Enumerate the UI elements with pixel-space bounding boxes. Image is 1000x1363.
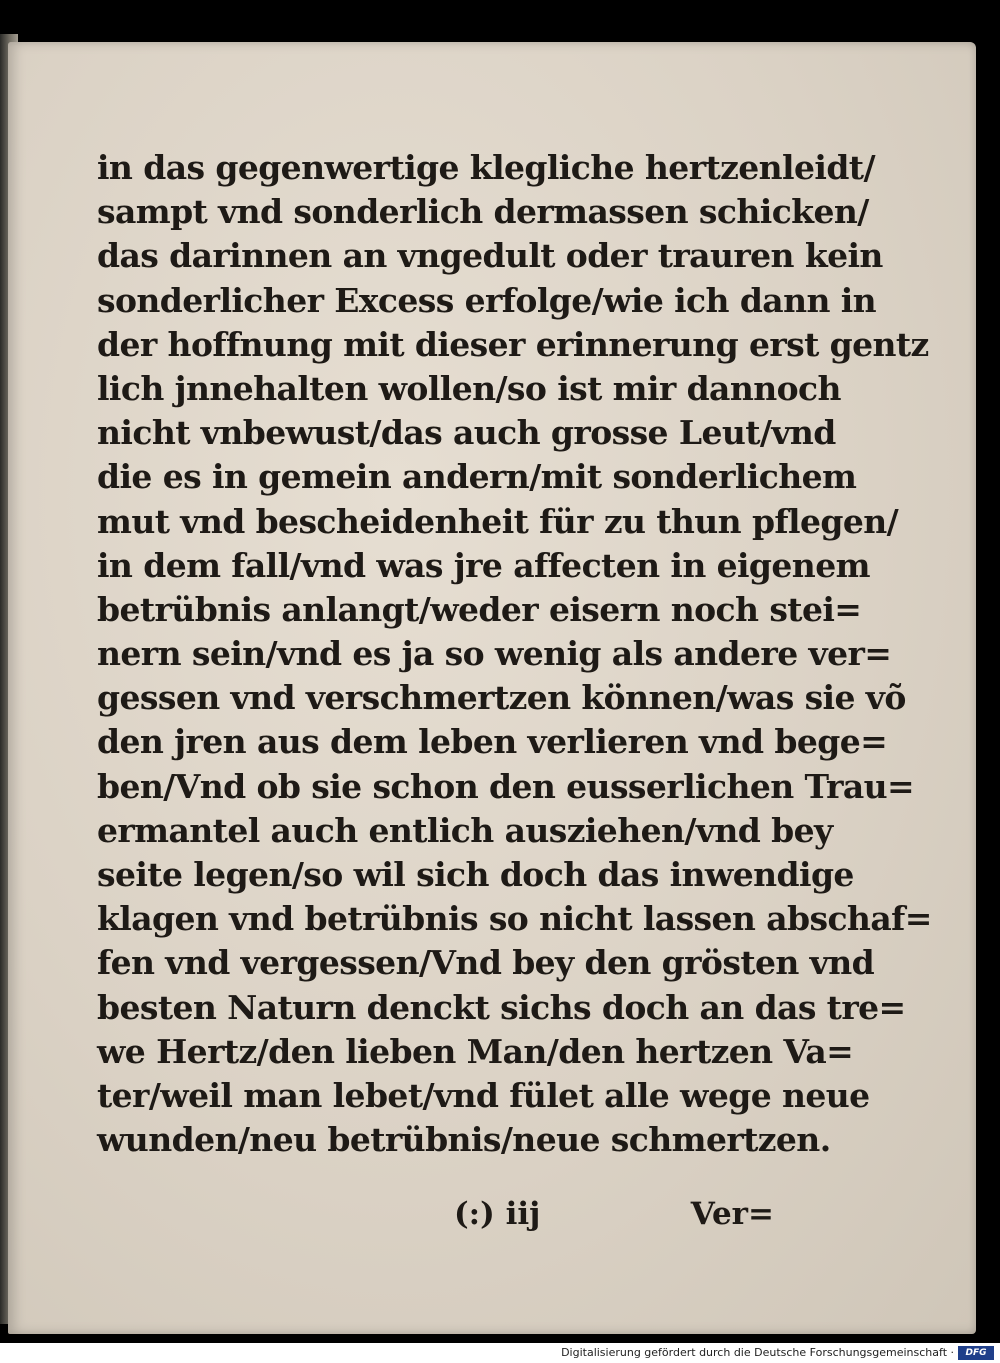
text-line-12: nern sein/vnd es ja so wenig als andere ver= <box>97 634 892 674</box>
page-text-block <box>97 146 932 1162</box>
text-line-11: betrübnis anlangt/weder eisern noch stei= <box>97 589 862 629</box>
text-line-15: ben/Vnd ob sie schon den eusserlichen Trau= <box>97 766 915 806</box>
text-line-4: sonderlicher Excess erfolge/wie ich dann in <box>97 280 877 320</box>
text-line-5: der hoffnung mit dieser erinnerung erst gentz <box>97 324 929 364</box>
signature-mark: (:) iij <box>454 1196 541 1232</box>
text-line-21: we Hertz/den lieben Man/den hertzen Va= <box>97 1031 854 1071</box>
text-line-23: wunden/neu betrübnis/neue schmertzen. <box>97 1120 831 1160</box>
text-line-20: besten Naturn denckt sichs doch an das tre= <box>97 987 906 1027</box>
text-line-22: ter/weil man lebet/vnd fület alle wege neue <box>97 1075 870 1115</box>
text-line-7: nicht vnbewust/das auch grosse Leut/vnd <box>97 413 836 453</box>
text-line-14: den jren aus dem leben verlieren vnd bege= <box>97 722 888 762</box>
text-line-3: das darinnen an vngedult oder trauren kein <box>97 236 883 276</box>
page-footer-line <box>454 1196 784 1240</box>
text-line-17: seite legen/so wil sich doch das inwendige <box>97 855 854 894</box>
text-line-18: klagen vnd betrübnis so nicht lassen abschaf= <box>97 899 932 939</box>
text-line-19: fen vnd vergessen/Vnd bey den grösten vnd <box>97 943 875 983</box>
text-line-16: ermantel auch entlich ausziehen/vnd bey <box>97 810 833 850</box>
text-line-13: gessen vnd verschmertzen können/was sie võ <box>97 678 906 718</box>
dfg-logo: DFG <box>958 1346 994 1360</box>
funding-credit: Digitalisierung gefördert durch die Deutsche Forschungsgemeinschaft · <box>561 1346 954 1359</box>
text-line-10: in dem fall/vnd was jre affecten in eigenem <box>97 545 870 585</box>
text-line-8: die es in gemein andern/mit sonderlichem <box>97 457 857 497</box>
digitization-footer <box>0 1343 1000 1363</box>
text-line-1: in das gegenwertige klegliche hertzenleidt/ <box>97 148 875 187</box>
text-line-6: lich jnnehalten wollen/so ist mir dannoch <box>97 368 841 408</box>
text-line-2: sampt vnd sonderlich dermassen schicken/ <box>97 192 869 232</box>
catchword: Ver= <box>690 1196 774 1232</box>
text-line-9: mut vnd bescheidenheit für zu thun pflegen/ <box>97 501 899 541</box>
